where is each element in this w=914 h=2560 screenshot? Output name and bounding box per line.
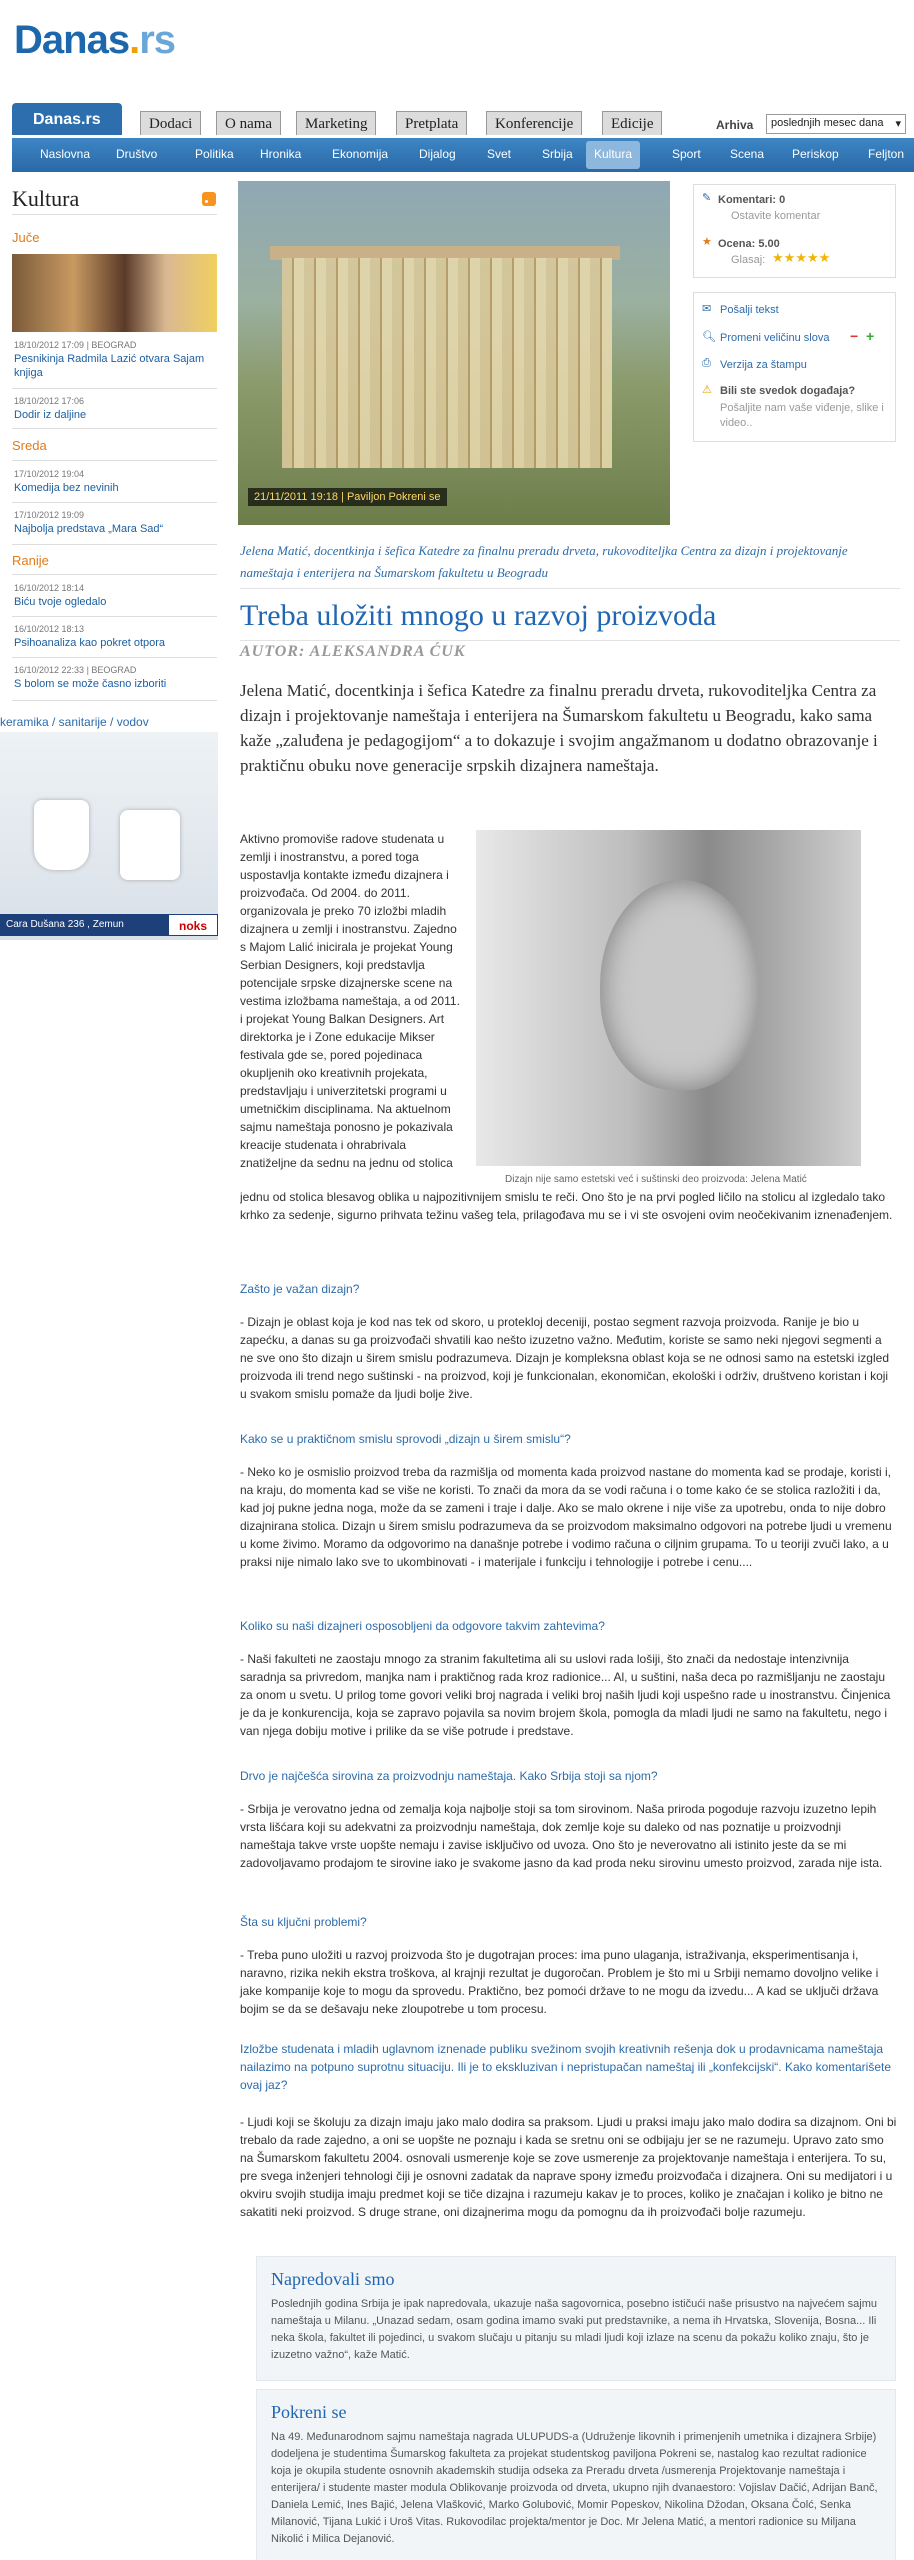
divider <box>12 616 217 617</box>
item-meta: 16/10/2012 18:13 <box>14 624 85 634</box>
day-heading: Juče <box>12 230 40 245</box>
archive-select[interactable]: poslednjih mesec dana ▾ <box>766 114 906 134</box>
rating-stars[interactable]: ★★★★★ <box>772 250 831 265</box>
box-text: Poslednjih godina Srbija je ipak napredovala, ukazuje naša sagovornica, posebno ističući naše prisustvo na najvećem sajmu nameštaja u Milanu. „Unazad sedam, osam godina imamo svaki put predstavnike, a nema ih Hrvatska, Slovenija, Bosna... Ili neka škola, fakultet ili pojedinci, u svakom slučaju u pitanju su mladi ljudi koji izlaze na scenu da pokažu koliko znaju, što je izuzetno važno“, kaže Matić. <box>271 2298 877 2361</box>
item-meta: 16/10/2012 22:33 | BEOGRAD <box>14 665 137 675</box>
tab-marketing[interactable]: Marketing <box>296 111 376 135</box>
print-icon: ⎙ <box>702 357 711 369</box>
portrait-face <box>600 880 760 1090</box>
tab-home[interactable]: Danas.rs <box>12 103 122 135</box>
cat-srbija[interactable]: Srbija <box>542 147 573 161</box>
divider <box>240 588 900 589</box>
article-subtitle: Jelena Matić, docentkinja i šefica Katedre za finalnu preradu drveta, rukovoditeljka Centra za dizajn i projektovanje nameštaja i enterijera na Šumarskom fakultetu u Beogradu <box>240 543 848 580</box>
witness-title[interactable]: Bili ste svedok događaja? <box>720 385 856 397</box>
tab-konferencije[interactable]: Konferencije <box>486 111 582 135</box>
interview-question: Koliko su naši dizajneri osposobljeni da odgovore takvim zahtevima? <box>240 1619 605 1633</box>
sidebox-pokreni-se <box>256 2389 896 2560</box>
box-title: Napredovali smo <box>271 2269 395 2289</box>
increase-font-icon[interactable]: + <box>866 328 875 344</box>
divider <box>12 214 217 215</box>
sidebar-link[interactable]: Pesnikinja Radmila Lazić otvara Sajam knjiga <box>14 353 205 379</box>
article-paragraph: Aktivno promoviše radove studenata u zemlji i inostranstvu, a pored toga uspostavlja kontakte između dizajnera i proizvođača. Od 2004. do 2011. organizovala je preko 70 izložbi mladih dizajnera u zemlji i inostranstvu. Zajedno s Majom Lalić inicirala je projekat Young Serbian Designers, koji predstavlja potencijale srpske dizajnerske scene na vestima izložbama nameštaja, a od 2011. i projekat Young Balkan Designers. Art direktorka je i Zone edukacije Mikser festivala gde se, pored pojedinaca okupljenih oko kreativnih projekata, predstavljaju i univerzitetski programi u umetničkim disciplinama. Na aktuelnom sajmu nameštaja ponosno je pokazivala kreacije studenata i ohrabrivala znatiželjne da sednu na jednu od stolica <box>240 832 460 1170</box>
font-size-link[interactable]: Promeni veličinu slova <box>720 332 830 344</box>
interview-answer: - Naši fakulteti ne zaostaju mnogo za stranim fakultetima ali su uslovi rada lošiji, što znači da nedostaje intenzivnija saradnja sa privredom, manjka nam i praktičnog rada kroz radionice... Al, u suštini, naša deca po razmišljanju ne zaostaju za onom u svetu. U prilog tome govori veliki broj nagrada i veliki broj naših ljudi koji uspešno rade u inostranstvu. Činjenica je da je konkurencija, koja se zapravo pojavila sa novim brojem škola, pomogla da mladi ljudi ne samo na fakultetu, nego i van njega dobiju motive i prilike da se više potrude i predstave. <box>240 1652 891 1738</box>
day-heading: Ranije <box>12 553 49 568</box>
interview-question: Izložbe studenata i mladih uglavnom iznenade publiku svežinom svojih kreativnih rešenja dok u prodavnicama nameštaja nailazimo na potpuno suprotnu situaciju. Ili je to ekskluzivan i nepristupačan nameštaj ili „konfekcijski“. Kako komentarišete ovaj jaz? <box>240 2042 891 2092</box>
ad-category-bar[interactable]: keramika / sanitarije / vodov <box>0 710 218 734</box>
sidebar-link[interactable]: Najbolja predstava „Mara Sad“ <box>14 523 164 535</box>
print-link[interactable]: Verzija za štampu <box>720 359 807 371</box>
interview-question: Zašto je važan dizajn? <box>240 1282 360 1296</box>
image-caption: 21/11/2011 19:18 | Paviljon Pokreni se <box>248 488 447 506</box>
comments-count: Komentari: 0 <box>718 194 786 206</box>
sidebar-link[interactable]: Dodir iz daljine <box>14 409 87 421</box>
ad-banner[interactable] <box>0 732 218 940</box>
cat-periskop[interactable]: Periskop <box>792 147 839 161</box>
item-meta: 18/10/2012 17:06 <box>14 396 85 406</box>
divider <box>12 657 217 658</box>
tab-dodaci[interactable]: Dodaci <box>140 111 201 135</box>
cat-feljton[interactable]: Feljton <box>868 147 905 161</box>
send-icon: ✉ <box>702 303 712 315</box>
site-logo[interactable]: Danas.rs <box>14 18 175 62</box>
interview-question: Šta su ključni problemi? <box>240 1915 367 1929</box>
item-meta: 17/10/2012 19:09 <box>14 510 85 520</box>
interview-question: Drvo je najčešća sirovina za proizvodnju nameštaja. Kako Srbija stoji sa njom? <box>240 1769 658 1783</box>
leave-comment-link[interactable]: Ostavite komentar <box>731 210 821 222</box>
sidebar-link[interactable]: Biću tvoje ogledalo <box>14 596 107 608</box>
comment-icon: ✎ <box>702 192 712 204</box>
item-meta: 16/10/2012 18:14 <box>14 583 85 593</box>
divider <box>12 460 217 461</box>
vote-label: Glasaj: <box>731 254 766 266</box>
day-heading: Sreda <box>12 438 47 453</box>
archive-label: Arhiva <box>716 118 754 132</box>
item-meta: 17/10/2012 19:04 <box>14 469 85 479</box>
rating-value: Ocena: 5.00 <box>718 238 780 250</box>
cat-sport[interactable]: Sport <box>672 147 701 161</box>
send-text-link[interactable]: Pošalji tekst <box>720 304 779 316</box>
tab-edicije[interactable]: Edicije <box>602 111 662 135</box>
photo-caption: Dizajn nije samo estetski već i suštinski deo proizvoda: Jelena Matić <box>505 1174 807 1185</box>
pavilion-structure <box>282 258 612 468</box>
divider <box>12 574 217 575</box>
rss-icon[interactable] <box>202 192 216 206</box>
article-lead: Jelena Matić, docentkinja i šefica Katedre za finalnu preradu drveta, rukovoditeljka Centra za dizajn i projektovanje nameštaja i enterijera na Šumarskom fakultetu u Beogradu, kako sama kaže „zaluđena je pedagogijom“ a to dokazuje i svojim angažmanom u dodatno obrazovanje i praktičnu obuku nove generacije srpskih dizajnera nameštaja. <box>240 681 878 775</box>
interview-answer: - Ljudi koji se školuju za dizajn imaju jako malo dodira sa praksom. Ljudi u praksi imaju jako malo dodira sa dizajnom. Oni bi trebalo da rade zajedno, a oni se uopšte ne poznaju i kada se sretnu oni se odbijaju jer se ne razumeju. Upravo zato smo na Šumarskom fakultetu 2004. osnovali usmerenje koje se zove usmerenje za projektovanje nameštaja i enterijera. To su, pre svega inženjeri tehnologi čiji je osnovni zadatak da naprave spону između proizvođača i dizajnera. Oni su medijatori i u okviru svojih studija imaju predmet koji se tiče dizajna i razumeju kakav je to proces, koliko je značajan i koliko je bitno ne sakatiti neki proizvod. S druge strane, oni dizajnerima mogu da pomognu da ih proizvođači bolje razumeju. <box>240 2115 897 2219</box>
divider <box>240 640 900 641</box>
cat-drustvo[interactable]: Društvo <box>116 147 158 161</box>
cat-kultura[interactable]: Kultura <box>586 141 640 169</box>
cat-svet[interactable]: Svet <box>487 147 512 161</box>
article-headline: Treba uložiti mnogo u razvoj proizvoda <box>240 599 717 632</box>
divider <box>12 428 217 429</box>
article-author: AUTOR: ALEKSANDRA ĆUK <box>240 643 466 660</box>
font-size-icon: 🔍︎ <box>702 331 716 343</box>
interview-answer: - Neko ko je osmislio proizvod treba da razmišlja od momenta kada proizvod nastane do momenta kad se prodaje, koristi i, na kraju, do momenta kad se više ne koristi. To znači da mora da se vodi računa i o tome kako će se stolica razložiti i da, kad joj pukne jedna noga, može da se zameni i traje i dalje. Ako se malo okrene i nije više za upotrebu, onda to nije dobro dizajnirana stolica. Dizajn u širem smislu podrazumeva da se proizvodom maksimalno odgovori na potrebe ljudi u vremenu u kome živimo. Moramo da odgovorimo na današnje potrebe i vodimo računa o ciljnim grupama. To u teoriji zvuči lako, a u praksi nije nimalo lako sve to ukombinovati - i materijale i funkciju i tehnologije i potrebe i cenu.... <box>240 1465 892 1569</box>
sidebox-napredovali <box>256 2256 896 2381</box>
decrease-font-icon[interactable]: − <box>850 328 859 344</box>
sidebar-link[interactable]: S bolom se može časno izboriti <box>14 678 167 690</box>
star-icon: ★ <box>702 236 712 248</box>
divider <box>12 544 217 545</box>
box-title: Pokreni se <box>271 2402 347 2422</box>
box-text: Na 49. Međunarodnom sajmu nameštaja nagrada ULUPUDS-a (Udruženje likovnih i primenjenih umetnika i dizajnera Srbije) dodeljena je studentima Šumarskog fakulteta za projekat studentskog paviljona Pokreni se, nastalog kao rezultat radionice koja je okupila studente osnovnih akademskih studija odseka za Preradu drveta /usmerenja Projektovanje nameštaja i enterijera/ i studente master modula Oblikovanje proizvoda od drveta, ukupno njih dvanaestoro: Vojislav Dačić, Adrijan Banč, Daniela Lemić, Ines Bajić, Jelena Vlašković, Marko Golubović, Momir Popeskov, Nikolina Džodan, Oksana Čolć, Senka Milanović, Tijana Lukić i Uroš Vitas. Rukovodilac projekta/mentor je Doc. Mr Jelena Matić, a mentori radionice su Miljana Nikolić i Milica Dejanović. <box>271 2431 878 2545</box>
interview-answer: - Treba puno uložiti u razvoj proizvoda što je dugotrajan proces: ima puno ulaganja, istraživanja, eksperimentisanja i, naravno, rizika nekih ekstra troškova, al krajnji rezultat je dugoročan. Problem je što mi u Srbiji nemamo dovoljno velike i jake kompanije koje to mogu da sprovedu. Praktično, bez pomoći države to ne mogu da izvedu... A kad se uključi država bojim se da se dešavaju neke zloupotrebe u tom procesu. <box>240 1948 879 2016</box>
ad-logo: noks <box>168 914 218 936</box>
ad-sink-image <box>34 800 89 870</box>
divider <box>12 388 217 389</box>
sidebar-thumbnail[interactable] <box>12 254 217 332</box>
interview-answer: - Dizajn je oblast koja je kod nas tek od skoro, u protekloj deceniji, postao segment razvoja proizvoda. Ranije je bio u zapećku, a danas su ga proizvođači shvatili kao nešto izuzetno važno. Međutim, koriste se samo neki njegovi segmenti a ne sve ono što dizajn u širem smislu podrazumeva. Dizajn je kompleksna oblast koja se ne odnosi samo na estetski izgled proizvoda ili trend nego suštinski - na proizvod, koji je funkcionalan, ekonomičan, ekološki i održiv, društveno koristan i koji u svakom smislu pomaže da ljudi bolje žive. <box>240 1315 889 1401</box>
witness-text: Pošaljite nam vaše viđenje, slike i video.. <box>720 402 884 429</box>
cat-politika[interactable]: Politika <box>195 147 234 161</box>
divider <box>12 700 217 701</box>
warning-icon: ⚠ <box>702 384 712 396</box>
sidebar-link[interactable]: Psihoanaliza kao pokret otpora <box>14 637 166 649</box>
ad-address: Cara Dušana 236 , Zemun <box>0 914 218 936</box>
cat-dijalog[interactable]: Dijalog <box>419 147 456 161</box>
category-navigation <box>12 138 914 172</box>
cat-ekonomija[interactable]: Ekonomija <box>332 147 389 161</box>
cat-scena[interactable]: Scena <box>730 147 765 161</box>
article-paragraph-cont: jednu od stolica blesavog oblika u najpozitivnijem smislu te reči. Ono što je na prvi pogled ličilo na stolicu al izgledalo tako krhko za sedenje, sigurno prihvata težinu vašeg tela, prilagođava mu se i vi ste osvojeni ovim neočekivanim iznenađenjem. <box>240 1190 893 1222</box>
sidebar-link[interactable]: Komedija bez nevinih <box>14 482 119 494</box>
cat-hronika[interactable]: Hronika <box>260 147 302 161</box>
cat-naslovna[interactable]: Naslovna <box>40 147 91 161</box>
interview-answer: - Srbija je verovatno jedna od zemalja koja najbolje stoji sa tom sirovinom. Naša priroda pogoduje razvoju izuzetno lepih vrsta lišćara koji su adekvatni za proizvodnju nameštaja, dok zemlje koje su daleko od nas poznatije u proizvodnji nameštaja takve vrste uopšte nemaju i zavise isključivo od uvoza. Ono što je neverovatno ali istinito jeste da se mi zadovoljavamo prodajom te sirovine iako je svakome jasno da kad proda neku sirovinu umesto proizvod, zarada nije ista. <box>240 1802 883 1870</box>
tab-o-nama[interactable]: O nama <box>216 111 281 135</box>
sidebar-title: Kultura <box>12 186 80 211</box>
divider <box>12 502 217 503</box>
item-meta: 18/10/2012 17:09 | BEOGRAD <box>14 340 137 350</box>
ad-toilet-image <box>120 810 180 880</box>
interview-question: Kako se u praktičnom smislu sprovodi „dizajn u širem smislu“? <box>240 1432 571 1446</box>
tab-pretplata[interactable]: Pretplata <box>396 111 467 135</box>
